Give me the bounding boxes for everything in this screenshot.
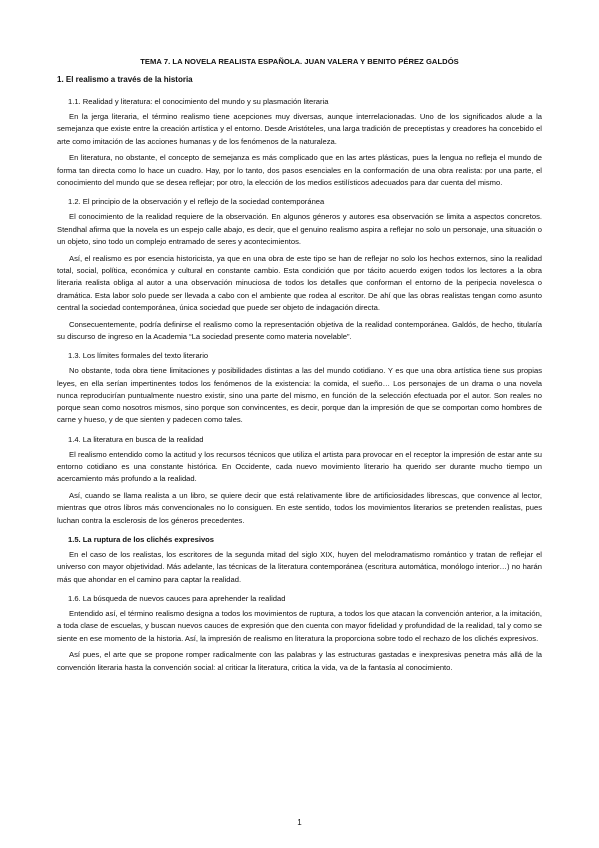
paragraph: El realismo entendido como la actitud y los recursos técnicos que utiliza el artista para provocar en el receptor la impresión de estar ante su entorno cotidiano es una constante histórica. En Occidente, cada nuevo movimiento literario ha querido ser durante mucho tiempo un acercamiento más profundo a la realidad. — [57, 449, 542, 484]
paragraph: Así, cuando se llama realista a un libro, se quiere decir que está relativamente libre de artificiosidades librescas, que convence al lector, mientras que otros libros más convencionales no lo consiguen. En este sentido, todos los movimientos literarios se pretenden realistas, pues luchan contra la esclerosis de los géneros precedentes. — [57, 491, 542, 525]
subsection-heading-1-2: 1.2. El principio de la observación y el reflejo de la sociedad contemporánea — [68, 197, 325, 207]
section-heading-1: 1. El realismo a través de la historia — [57, 75, 193, 84]
subsection-heading-1-3: 1.3. Los límites formales del texto literario — [68, 351, 209, 361]
paragraph: Así pues, el arte que se propone romper radicalmente con las palabras y las estructuras gastadas e inexpresivas penetra más allá de la convención literaria hasta la convención social: al criticar la literatura, critica la vida, va de la fantasía al conocimiento. — [57, 650, 542, 672]
document-title: TEMA 7. LA NOVELA REALISTA ESPAÑOLA. JUAN VALERA Y BENITO PÉREZ GALDÓS — [140, 57, 459, 66]
paragraph: En la jerga literaria, el término realismo tiene acepciones muy diversas, aunque interrelacionadas. Uno de los significados alude a la semejanza que existe entre la creación artística y el entorno. Desde Aristóteles, una larga tradición de preceptistas y creadores ha concebido el arte como imitación de las acciones humanas y de los fenómenos de la naturaleza. — [57, 112, 542, 146]
paragraph: Entendido así, el término realismo designa a todos los movimientos de ruptura, a todos los que atacan la convención anterior, a la imitación, a toda clase de escuelas, y buscan nuevos cauces de expresión que den cuenta con mayor fidelidad y profundidad de la realidad, tal y como se siente en ese momento de la historia. Así, la impresión de realismo en literatura la proporciona sobre todo el rechazo de los clichés expresivos. — [57, 608, 542, 643]
subsection-heading-1-5: 1.5. La ruptura de los clichés expresivos — [68, 535, 215, 545]
paragraph: Así, el realismo es por esencia historicista, ya que en una obra de este tipo se han de reflejar no solo los hechos externos, sino la realidad total, social, política, económica y cultural en constante cambio. Esta condición que por tácito acuerdo exigen todos los lectores a la obra literaria realista obliga al autor a una observación minuciosa de todos los detalles que conforman el entorno de la peripecia novelesca o dramática. Esta labor solo puede ser llevada a cabo con el ambiente que rodea al escritor. De ahí que las obras realistas tengan como asunto central la sociedad contemporánea, única sociedad que puede ser objeto de indagación directa. — [57, 253, 542, 312]
document-body — [57, 96, 542, 678]
subsection-heading-1-4: 1.4. La literatura en busca de la realidad — [68, 434, 204, 444]
paragraph: No obstante, toda obra tiene limitaciones y posibilidades distintas a las del mundo cotidiano. Y es que una obra artística tiene sus propias leyes, en ella serían impertinentes todos los fenómenos de la existencia: la comida, el sueño… Los personajes de un drama o una novela nunca reproducirían puntualmente nuestro existir, sino una parte del mismo, en función de la selección efectuada por el autor. Son reales no porque sean como nosotros mismos, sino porque son convincentes, es decir, porque dan la impresión de que se comportan como hombres de carne y hueso, y de que sienten y padecen como tales. — [57, 366, 542, 425]
page-number: 1 — [297, 818, 302, 827]
subsection-heading-1-6: 1.6. La búsqueda de nuevos cauces para aprehender la realidad — [68, 593, 286, 603]
paragraph: En el caso de los realistas, los escritores de la segunda mitad del siglo XIX, huyen del melodramatismo romántico y tratan de reflejar el universo con mayor objetividad. Más adelante, las técnicas de la literatura contemporánea (escritura automática, monólogo interior…) no harán más que ahondar en el camino para captar la realidad. — [57, 550, 542, 584]
paragraph: En literatura, no obstante, el concepto de semejanza es más complicado que en las artes plásticas, pues la lengua no refleja el mundo de forma tan directa como lo hace un cuadro. Hay, por lo tanto, dos pasos esenciales en la conformación de una obra realista: por una parte, el conocimiento del mundo que se desea reflejar; por otro, la elección de los medios estilísticos adecuados para dar cuenta del mismo. — [57, 153, 542, 187]
paragraph: El conocimiento de la realidad requiere de la observación. En algunos géneros y autores esa observación se limita a aspectos concretos. Stendhal afirma que la novela es un espejo calle abajo, es decir, que el genuino realismo aspira a reflejar no solo un personaje, una situación o un objeto, sino todo un complejo entramado de seres y acontecimientos. — [57, 212, 542, 246]
subsection-heading-1-1: 1.1. Realidad y literatura: el conocimiento del mundo y su plasmación literaria — [68, 97, 329, 106]
paragraph: Consecuentemente, podría definirse el realismo como la representación objetiva de la realidad contemporánea. Galdós, de hecho, titularía su discurso de ingreso en la Academia “La sociedad presente como materia novelable”. — [57, 319, 542, 341]
